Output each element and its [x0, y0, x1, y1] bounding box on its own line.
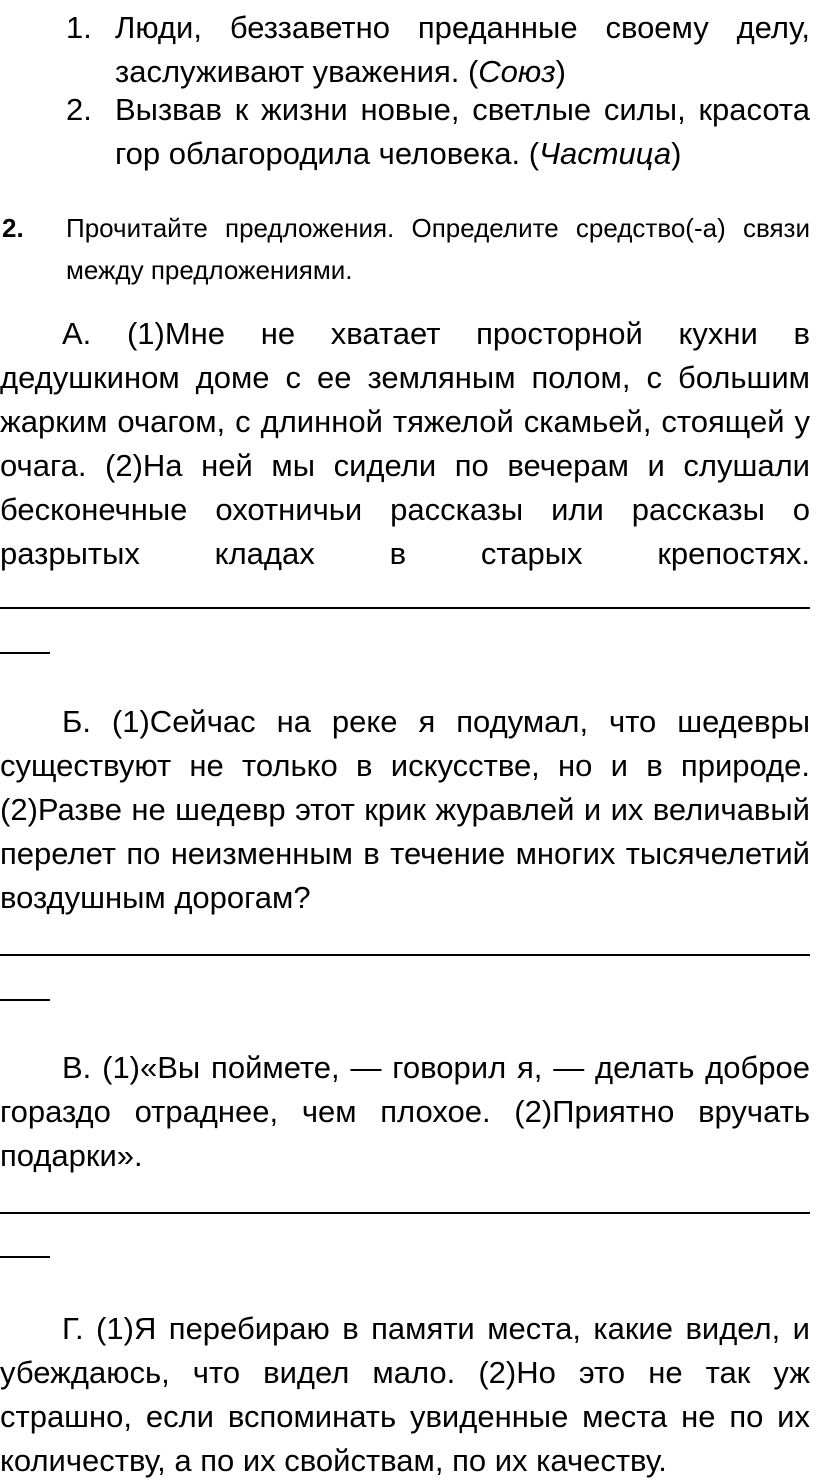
- answer-line: [0, 1212, 810, 1214]
- list-item-close: ): [555, 54, 566, 89]
- answer-line: [0, 607, 810, 609]
- list-item-sentence: Люди, беззаветно преданные своему делу, заслуживают уважения. (: [115, 10, 810, 89]
- passage-a: А. (1)Мне не хватает просторной кухни в дедушкином доме с ее земляным полом, с большим жарким очагом, с длинной тяжелой скамьей, стоящей у очага. (2)На ней мы сидели по вечерам и слушали бесконечные охотничьи рассказы или рассказы о разрытых кладах в старых крепостях.: [0, 316, 810, 571]
- answer-line: [0, 954, 810, 956]
- list-item-note: Частица: [539, 136, 672, 171]
- list-item-text: [115, 88, 810, 176]
- list-item-note: Союз: [478, 54, 556, 89]
- passage-g: Г. (1)Я перебираю в памяти места, какие видел, и убеждаюсь, что видел мало. (2)Но это не так уж страшно, если вспоминать увиденные места не по их количеству, а по их свойствам, по их качеству.: [0, 1311, 810, 1478]
- list-item-text: [115, 6, 810, 94]
- answer-line-end: [0, 999, 50, 1001]
- list-item-close: ): [671, 136, 682, 171]
- passage-b: Б. (1)Сейчас на реке я подумал, что шедевры существуют не только в искусстве, но и в природе. (2)Разве не шедевр этот крик журавлей и их величавый перелет по неизменным в течение многих тысячелетий воздушным дорогам?: [0, 704, 810, 915]
- task-instruction: Прочитайте предложения. Определите средство(-а) связи между предложениями.: [66, 213, 810, 285]
- answer-line-end: [0, 1256, 50, 1258]
- list-item-sentence: Вызвав к жизни новые, светлые силы, красота гор облагородила человека. (: [115, 92, 810, 171]
- list-item-number: 1.: [66, 10, 92, 45]
- list-item-number: 2.: [66, 92, 92, 127]
- passage-v: В. (1)«Вы поймете, — говорил я, — делать доброе гораздо отраднее, чем плохое. (2)Приятно вручать подарки».: [0, 1050, 810, 1173]
- answer-line-end: [0, 652, 50, 654]
- task-number: 2.: [2, 213, 24, 243]
